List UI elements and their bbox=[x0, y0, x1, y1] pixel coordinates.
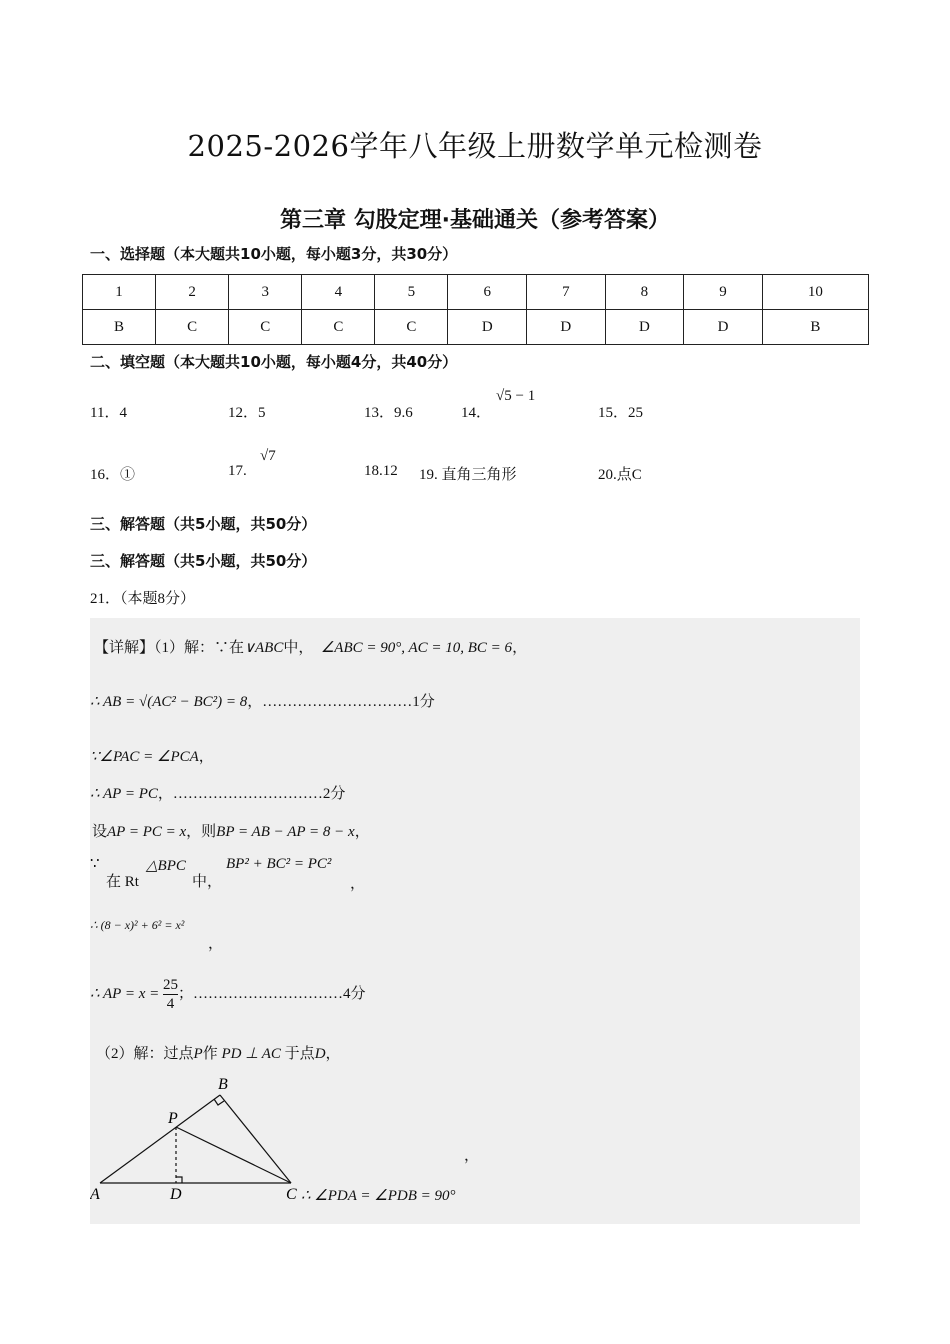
solution-line-10 bbox=[464, 1144, 479, 1165]
solution-text: ， bbox=[198, 749, 214, 765]
fill-answer-14-value: √5 − 1 bbox=[496, 388, 536, 404]
math-expression: ∴ (8 − x)² + 6² = x² bbox=[90, 918, 185, 932]
table-cell: 9 bbox=[684, 275, 763, 310]
table-cell: D bbox=[527, 310, 606, 345]
page-title: 2025-2026学年八年级上册数学单元检测卷 bbox=[187, 129, 763, 163]
table-cell: D bbox=[684, 310, 763, 345]
math-expression: D bbox=[314, 1046, 326, 1062]
solution-panel bbox=[90, 618, 860, 1224]
solution-text: （2）解：过点 bbox=[96, 1046, 194, 1062]
math-expression: ∵∠PAC = ∠PCA bbox=[90, 749, 199, 765]
solution-text: ，则 bbox=[186, 824, 217, 840]
table-cell: 1 bbox=[83, 275, 156, 310]
question-21-header: 21．（本题8分） bbox=[90, 591, 196, 607]
table-cell: C bbox=[375, 310, 448, 345]
math-expression: ∴ AB = √(AC² − BC²) = 8 bbox=[90, 694, 248, 710]
math-expression: ∨ABC bbox=[244, 640, 284, 656]
solution-line-2 bbox=[90, 690, 435, 711]
fill-answer-12: 12．5 bbox=[228, 405, 266, 421]
solution-text: ， bbox=[208, 936, 224, 952]
math-expression: BP = AB − AP = 8 − x bbox=[216, 824, 355, 840]
score-marker: ，…………………………2分 bbox=[157, 786, 346, 802]
solution-text: 【详解】（1）解：∵在 bbox=[94, 640, 245, 656]
table-row-answers bbox=[83, 310, 869, 345]
table-cell: D bbox=[448, 310, 527, 345]
table-cell: B bbox=[83, 310, 156, 345]
section-solve-heading: 三、解答题（共5小题，共50分） bbox=[90, 515, 317, 533]
solution-line-7b bbox=[208, 932, 223, 953]
solution-text: ， bbox=[350, 876, 366, 892]
vertex-label-D: D bbox=[170, 1186, 182, 1203]
table-cell: 3 bbox=[229, 275, 302, 310]
math-expression: BP² + BC² = PC² bbox=[226, 856, 332, 872]
table-cell: C bbox=[302, 310, 375, 345]
fraction-denominator: 4 bbox=[166, 996, 175, 1012]
solution-line-6f bbox=[350, 872, 365, 893]
fill-answer-19: 19. 直角三角形 bbox=[419, 467, 517, 483]
right-angle-mark-D bbox=[176, 1177, 182, 1183]
vertex-label-P: P bbox=[168, 1110, 178, 1127]
table-row-numbers bbox=[83, 275, 869, 310]
solution-line-1 bbox=[94, 636, 527, 657]
section-solve-heading-repeat: 三、解答题（共5小题，共50分） bbox=[90, 552, 317, 570]
fill-answer-13: 13．9.6 bbox=[364, 405, 413, 421]
math-expression: AP = PC = x bbox=[107, 824, 187, 840]
table-cell: 10 bbox=[762, 275, 868, 310]
solution-text: 设 bbox=[92, 824, 108, 840]
table-cell: C bbox=[156, 310, 229, 345]
table-cell: 6 bbox=[448, 275, 527, 310]
solution-text: ， bbox=[512, 640, 528, 656]
fill-answer-11: 11．4 bbox=[90, 405, 127, 421]
math-expression: ∴ ∠PDA = ∠PDB = 90° bbox=[301, 1188, 456, 1204]
math-expression: ∴ AP = PC bbox=[90, 786, 158, 802]
table-cell: 2 bbox=[156, 275, 229, 310]
math-expression: PD ⊥ AC bbox=[221, 1046, 281, 1062]
segment-BC bbox=[220, 1095, 291, 1183]
math-expression: △BPC bbox=[146, 858, 186, 874]
solution-line-3 bbox=[90, 745, 214, 766]
table-cell: C bbox=[229, 310, 302, 345]
section-choice-heading: 一、选择题（本大题共10小题，每小题3分，共30分） bbox=[90, 245, 458, 263]
table-cell: D bbox=[605, 310, 684, 345]
math-expression: ∠ABC = 90°, AC = 10, BC = 6 bbox=[320, 640, 513, 656]
fraction bbox=[163, 976, 178, 1013]
fill-answer-16: 16．① bbox=[90, 467, 136, 483]
section-fill-heading: 二、填空题（本大题共10小题，每小题4分，共40分） bbox=[90, 353, 458, 371]
fill-answer-18: 18.12 bbox=[364, 463, 398, 479]
math-expression: ∴ AP = x = bbox=[90, 985, 160, 1002]
solution-text: ， bbox=[325, 1046, 341, 1062]
fill-answer-17-value: √7 bbox=[260, 448, 276, 464]
solution-text: ， bbox=[464, 1148, 480, 1164]
solution-text: ， bbox=[354, 824, 370, 840]
right-angle-mark-B bbox=[214, 1099, 224, 1105]
solution-line-6d bbox=[192, 870, 222, 891]
solution-line-7 bbox=[90, 918, 184, 933]
fraction-numerator: 25 bbox=[162, 977, 178, 993]
table-cell: 8 bbox=[605, 275, 684, 310]
solution-line-6b bbox=[106, 870, 139, 891]
fill-answer-15: 15．25 bbox=[598, 405, 644, 421]
solution-line-6 bbox=[90, 854, 100, 873]
solution-line-6c bbox=[146, 856, 186, 875]
solution-line-11 bbox=[301, 1186, 455, 1205]
solution-text: 中， bbox=[192, 874, 223, 890]
fill-answer-17-label: 17. bbox=[228, 463, 247, 479]
vertex-label-C: C bbox=[286, 1186, 297, 1203]
solution-text: 在 Rt bbox=[106, 874, 139, 890]
vertex-label-B: B bbox=[218, 1076, 228, 1093]
math-expression: P bbox=[193, 1046, 203, 1062]
vertex-label-A: A bbox=[90, 1186, 100, 1203]
page-subtitle: 第三章 勾股定理·基础通关（参考答案） bbox=[279, 208, 671, 233]
solution-text: 中， bbox=[283, 640, 314, 656]
table-cell: 7 bbox=[527, 275, 606, 310]
solution-text: ∵ bbox=[90, 856, 100, 872]
solution-line-6e bbox=[226, 856, 331, 873]
choice-answer-table bbox=[82, 274, 869, 345]
solution-line-9 bbox=[96, 1042, 341, 1063]
table-cell: 5 bbox=[375, 275, 448, 310]
solution-line-5 bbox=[92, 820, 370, 841]
score-marker: ，…………………………1分 bbox=[247, 694, 435, 710]
table-cell: 4 bbox=[302, 275, 375, 310]
solution-text: 作 bbox=[202, 1046, 218, 1062]
fill-answer-20: 20.点C bbox=[598, 467, 642, 483]
segment-PC bbox=[176, 1127, 291, 1183]
table-cell: B bbox=[762, 310, 868, 345]
solution-line-4 bbox=[90, 782, 345, 803]
solution-line-8 bbox=[90, 976, 366, 1013]
fill-answer-14-label: 14． bbox=[461, 405, 492, 421]
solution-text: 于点 bbox=[284, 1046, 315, 1062]
score-marker: ；…………………………4分 bbox=[177, 985, 366, 1002]
